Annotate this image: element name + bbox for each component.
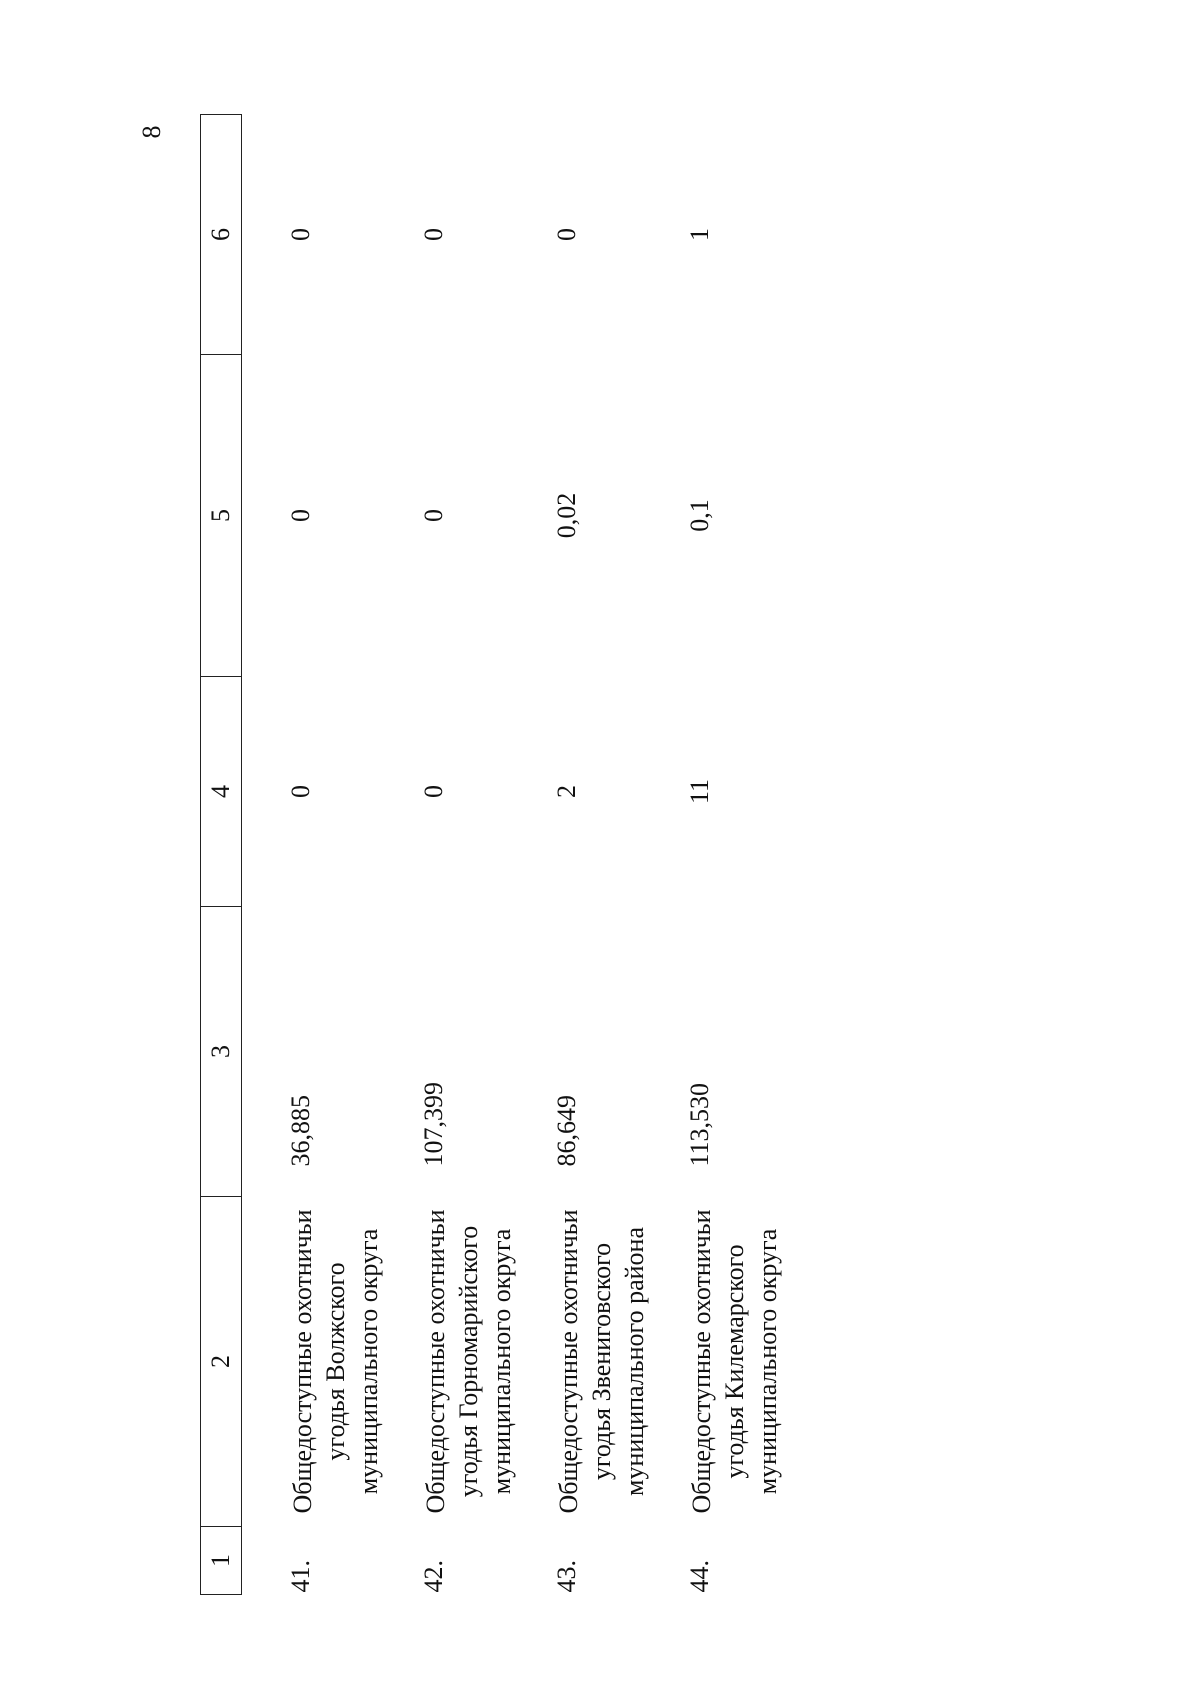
- row-col-5: 0: [419, 509, 448, 522]
- row-col-6: 1: [685, 228, 714, 241]
- row-col-4: 2: [552, 785, 581, 798]
- table-row: [685, 115, 818, 1595]
- row-name: Общедоступные охотничьи угодья Волжского муниципального округа: [288, 1209, 383, 1514]
- rotated-table-sheet: [200, 115, 980, 1595]
- row-name: Общедоступные охотничьи угодья Звениговского муниципального района: [554, 1209, 649, 1514]
- table-row: [242, 115, 420, 1595]
- header-col-6: 6: [201, 115, 242, 355]
- row-col-3: 86,649: [552, 1095, 581, 1167]
- header-col-3: 3: [201, 907, 242, 1197]
- row-col-5: 0,02: [552, 492, 581, 539]
- row-col-4: 0: [286, 785, 315, 798]
- row-col-4: 11: [685, 778, 714, 805]
- row-col-3: 107,399: [419, 1082, 448, 1167]
- header-col-1: 1: [201, 1527, 242, 1595]
- row-number: 41.: [286, 1560, 315, 1593]
- row-col-6: 0: [552, 228, 581, 241]
- table-row: [419, 115, 552, 1595]
- row-col-3: 36,885: [286, 1095, 315, 1167]
- row-number: 44.: [685, 1560, 714, 1593]
- header-col-5: 5: [201, 355, 242, 677]
- row-col-6: 0: [419, 228, 448, 241]
- row-col-3: 113,530: [685, 1082, 714, 1167]
- row-name: Общедоступные охотничьи угодья Килемарского муниципального округа: [687, 1209, 782, 1514]
- row-col-5: 0,1: [685, 499, 714, 532]
- header-col-4: 4: [201, 677, 242, 907]
- row-col-6: 0: [286, 228, 315, 241]
- row-number: 42.: [419, 1560, 448, 1593]
- row-name: Общедоступные охотничьи угодья Горномарийского муниципального округа: [421, 1209, 516, 1514]
- page-number: 8: [137, 125, 166, 139]
- header-row: [201, 115, 242, 1595]
- table-row: [552, 115, 685, 1595]
- data-table: [200, 114, 818, 1595]
- row-col-4: 0: [419, 785, 448, 798]
- header-col-2: 2: [201, 1197, 242, 1527]
- row-col-5: 0: [286, 509, 315, 522]
- row-number: 43.: [552, 1560, 581, 1593]
